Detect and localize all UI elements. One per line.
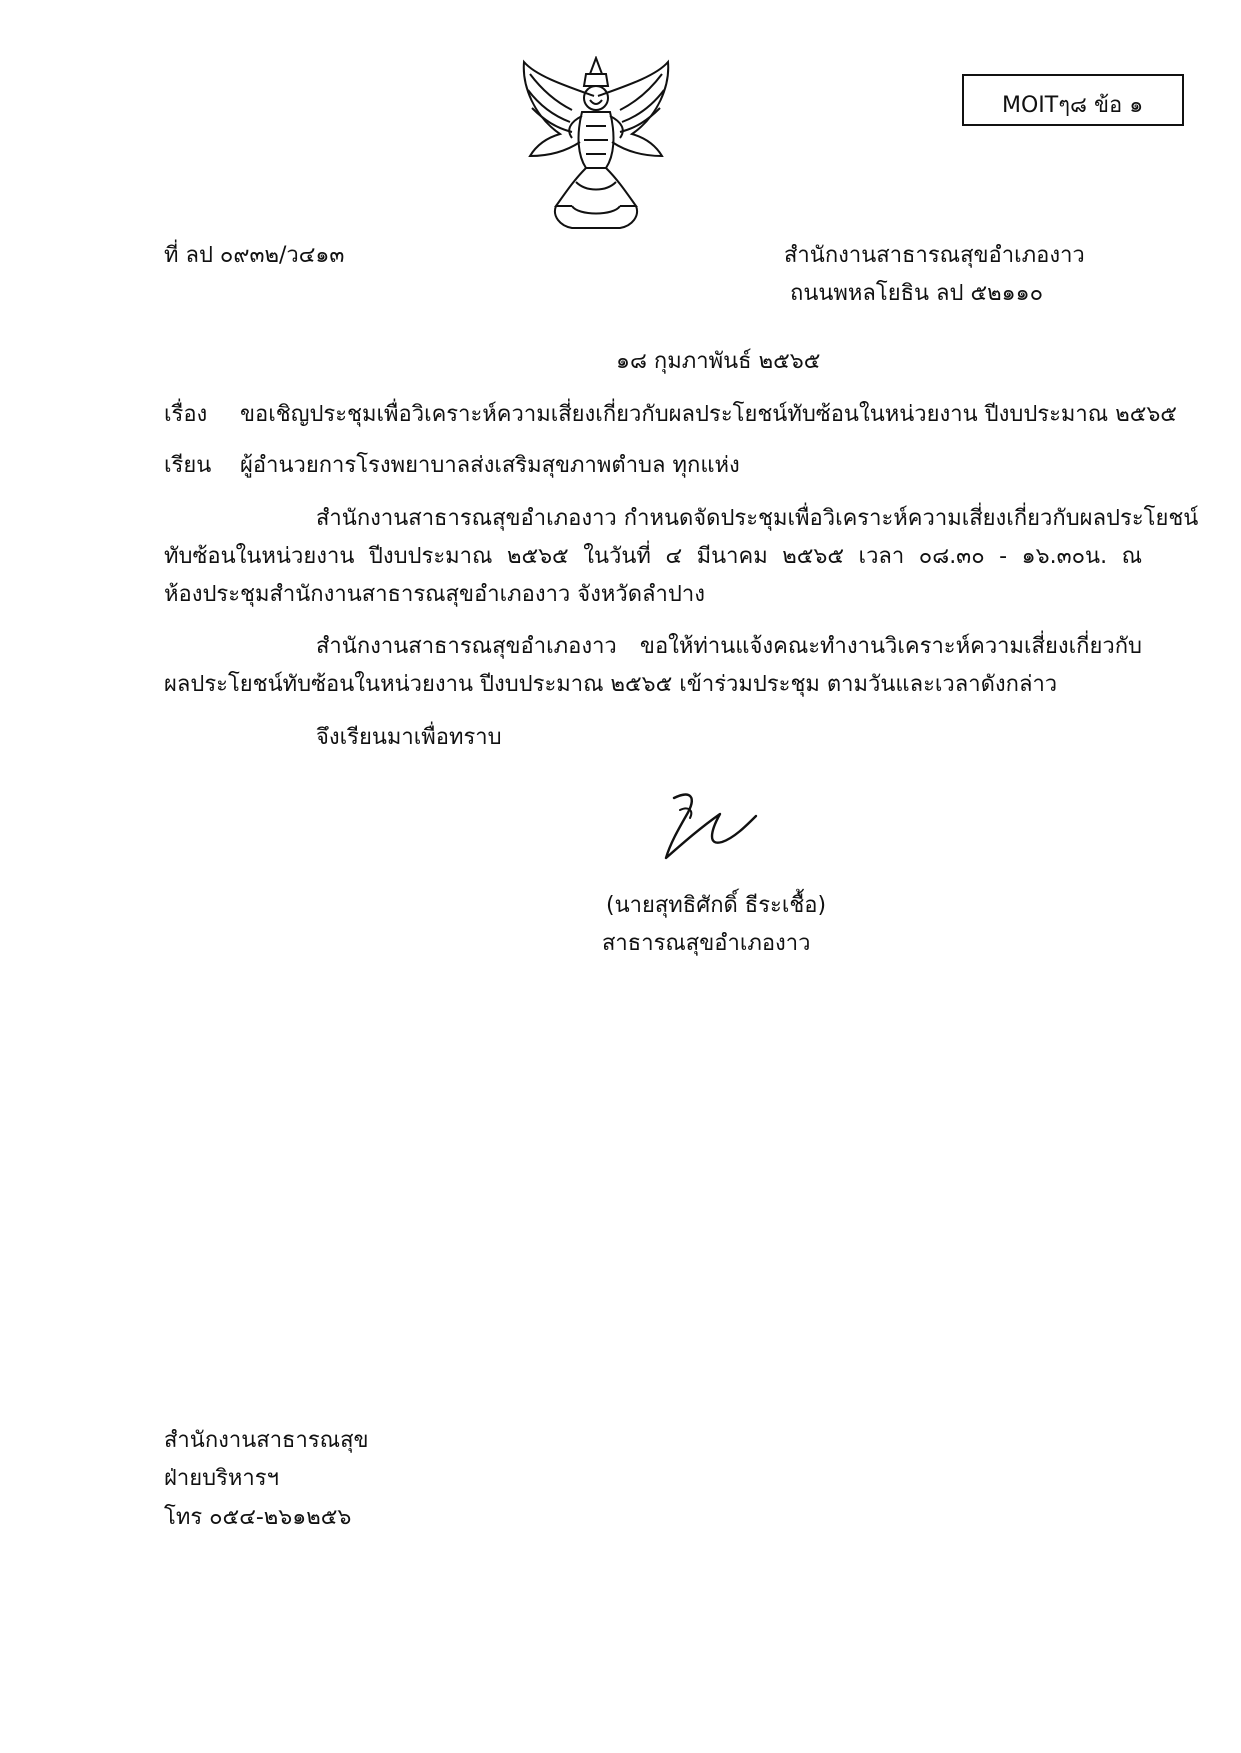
footer-phone: โทร ๐๕๔-๒๖๑๒๕๖ bbox=[164, 1505, 352, 1530]
paragraph-line: ห้องประชุมสำนักงานสาธารณสุขอำเภองาว จังหวัดลำปาง bbox=[164, 582, 705, 607]
office-address: ถนนพหลโยธิน ลป ๕๒๑๑๐ bbox=[790, 281, 1043, 306]
subject-label: เรื่อง bbox=[164, 402, 208, 427]
paragraph-line: ผลประโยชน์ทับซ้อนในหน่วยงาน ปีงบประมาณ ๒๕๖๕ เข้าร่วมประชุม ตามวันและเวลาดังกล่าว bbox=[164, 672, 1058, 697]
document-date: ๑๘ กุมภาพันธ์ ๒๕๖๕ bbox=[616, 349, 821, 374]
subject-text: ขอเชิญประชุมเพื่อวิเคราะห์ความเสี่ยงเกี่ยวกับผลประโยชน์ทับซ้อนในหน่วยงาน ปีงบประมาณ ๒๕๖๕ bbox=[240, 402, 1177, 427]
garuda-emblem-icon bbox=[516, 56, 676, 232]
reference-number: ที่ ลป ๐๙๓๒/ว๔๑๓ bbox=[164, 243, 345, 268]
body-paragraph-2 bbox=[164, 628, 1142, 704]
document-code: MOITๆ๘ ข้อ ๑ bbox=[1002, 93, 1144, 118]
paragraph-line: สำนักงานสาธารณสุขอำเภองาว กำหนดจัดประชุมเพื่อวิเคราะห์ความเสี่ยงเกี่ยวกับผลประโยชน์ bbox=[316, 506, 1199, 531]
paragraph-line: สำนักงานสาธารณสุขอำเภองาว ขอให้ท่านแจ้งคณะทำงานวิเคราะห์ความเสี่ยงเกี่ยวกับ bbox=[316, 634, 1142, 659]
signatory-name: (นายสุทธิศักดิ์ ธีระเชื้อ) bbox=[606, 893, 827, 918]
footer-section: ฝ่ายบริหารฯ bbox=[164, 1466, 279, 1491]
body-paragraph-1 bbox=[164, 500, 1199, 614]
salutation-label: เรียน bbox=[164, 453, 212, 478]
salutation-text: ผู้อำนวยการโรงพยาบาลส่งเสริมสุขภาพตำบล ทุกแห่ง bbox=[240, 453, 740, 478]
signatory-position: สาธารณสุขอำเภองาว bbox=[602, 931, 811, 956]
closing-text: จึงเรียนมาเพื่อทราบ bbox=[316, 725, 502, 750]
handwritten-signature bbox=[660, 786, 760, 866]
document-code-box bbox=[962, 74, 1184, 126]
footer-office: สำนักงานสาธารณสุข bbox=[164, 1428, 369, 1453]
office-name: สำนักงานสาธารณสุขอำเภองาว bbox=[784, 243, 1085, 268]
paragraph-line: ทับซ้อนในหน่วยงาน ปีงบประมาณ ๒๕๖๕ ในวันที่ ๔ มีนาคม ๒๕๖๕ เวลา ๐๘.๓๐ - ๑๖.๓๐น. ณ bbox=[164, 544, 1142, 569]
